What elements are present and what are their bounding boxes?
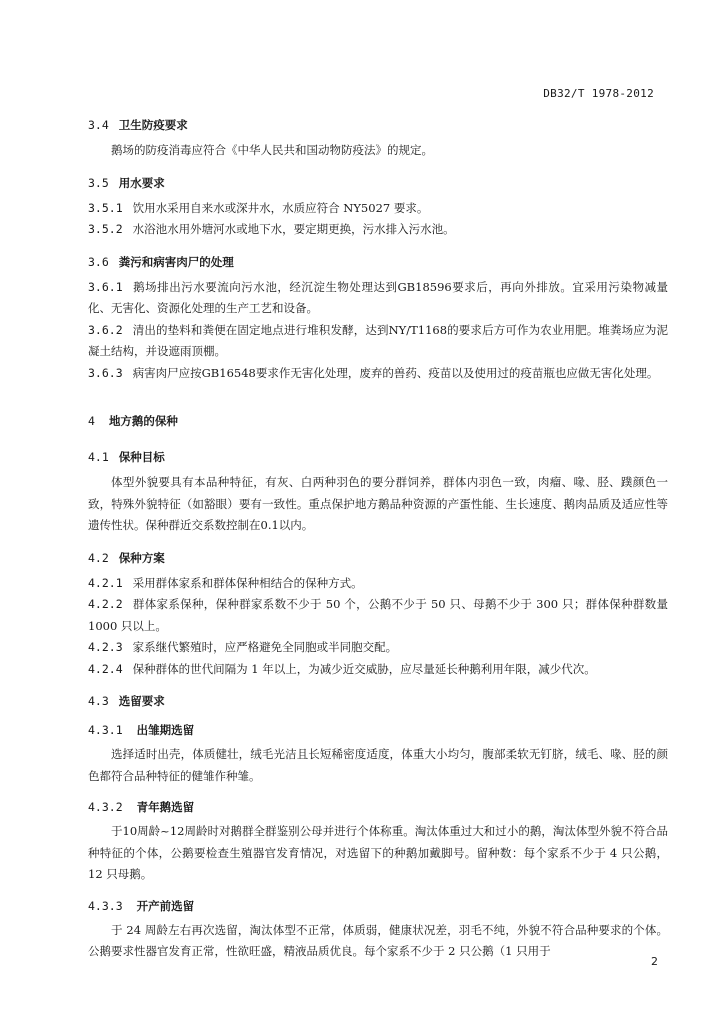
clause-4-2-1 — [88, 573, 668, 595]
section-4-2-heading — [88, 543, 668, 573]
section-3-4-heading — [88, 110, 668, 140]
section-3-5-heading — [88, 168, 668, 198]
clause-text: 群体家系保种，保种群家系数不少于 50 个，公鹅不少于 50 只、母鹅不少于 300 只；群体保种群数量 1000 只以上。 — [88, 597, 668, 633]
clause-number: 3.5.2 — [88, 222, 123, 236]
section-title: 青年鹅选留 — [136, 800, 195, 814]
section-title: 粪污和病害肉尸的处理 — [118, 254, 234, 269]
section-number: 3.5 — [88, 175, 109, 190]
section-title: 保种方案 — [118, 550, 165, 565]
clause-text: 家系继代繁殖时，应严格避免全同胞或半同胞交配。 — [132, 640, 398, 654]
clause-number: 3.5.1 — [88, 200, 123, 215]
section-number: 4.2 — [88, 550, 109, 565]
clause-3-6-2 — [88, 320, 668, 363]
paragraph: 体型外貌要具有本品种特征，有灰、白两种羽色的要分群饲养，群体内羽色一致，肉瘤、喙、胫、蹼颜色一致，特殊外貌特征（如豁眼）要有一致性。重点保护地方鹅品种资源的产蛋性能、生长速度、鹅肉品质及适应性等遗传性状。保种群近交系数控制在0.1以内。 — [88, 475, 668, 532]
clause-text: 清出的垫料和粪便在固定地点进行堆积发酵，达到NY/T1168的要求后方可作为农业用肥。堆粪场应为泥凝土结构，并设遮雨顶棚。 — [88, 322, 668, 358]
section-number: 3.4 — [88, 118, 109, 132]
section-title: 出雏期选留 — [136, 723, 195, 737]
section-4-3-2-heading — [88, 793, 668, 821]
clause-3-6-1 — [88, 277, 668, 320]
section-title: 选留要求 — [118, 694, 165, 708]
standard-code: DB32/T 1978-2012 — [543, 87, 654, 100]
clause-3-5-1 — [88, 198, 668, 220]
clause-3-6-3 — [88, 363, 668, 385]
section-4-1-heading — [88, 442, 668, 472]
section-number: 4.1 — [88, 450, 109, 464]
section-number: 4.3.1 — [88, 723, 123, 737]
section-3-6-heading — [88, 247, 668, 277]
paragraph: 鹅场的防疫消毒应符合《中华人民共和国动物防疫法》的规定。 — [111, 143, 433, 157]
paragraph: 于 24 周龄左右再次选留，淘汰体型不正常，体质弱，健康状况差，羽毛不纯，外貌不符合品种要求的个体。公鹅要求性器官发育正常，性欲旺盛，精液品质优良。每个家系不少于 2 只公鹅（1 只用于 — [88, 922, 668, 958]
clause-number: 4.2.3 — [88, 640, 123, 654]
section-number: 3.6 — [88, 254, 109, 269]
section-number: 4.3 — [88, 694, 109, 708]
chapter-4-heading — [88, 406, 668, 436]
document-body — [88, 110, 668, 963]
section-number: 4.3.2 — [88, 800, 123, 814]
clause-text: 鹅场排出污水要流向污水池，经沉淀生物处理达到GB18596要求后，再向外排放。宜采用污染物减量化、无害化、资源化处理的生产工艺和设备。 — [88, 279, 668, 315]
clause-text: 保种群体的世代间隔为 1 年以上，为减少近交威胁，应尽量延长种鹅利用年限，减少代次。 — [132, 661, 596, 676]
clause-number: 4.2.2 — [88, 597, 123, 611]
section-4-3-1-heading — [88, 716, 668, 744]
clause-text: 饮用水采用自来水或深井水，水质应符合 NY5027 要求。 — [132, 200, 429, 215]
page-number: 2 — [651, 955, 658, 968]
section-4-3-3-heading — [88, 892, 668, 920]
chapter-number: 4 — [88, 414, 95, 428]
section-number: 4.3.3 — [88, 898, 123, 913]
section-title: 保种目标 — [118, 450, 165, 464]
clause-4-2-4 — [88, 659, 668, 681]
section-4-3-heading — [88, 686, 668, 716]
section-title: 用水要求 — [118, 175, 165, 190]
clause-4-2-2 — [88, 594, 668, 637]
clause-number: 3.6.1 — [88, 279, 123, 294]
clause-text: 病害肉尸应按GB16548要求作无害化处理，废弃的兽药、疫苗以及使用过的疫苗瓶也应做无害化处理。 — [132, 365, 659, 380]
paragraph: 于10周龄~12周龄时对鹅群全群鉴别公母并进行个体称重。淘汰体重过大和过小的鹅，淘汰体型外貌不符合品种特征的个体，公鹅要检查生殖器官发育情况，对选留下的种鹅加戴脚号。留种数：每个家系不少于 4 只公鹅，12 只母鹅。 — [88, 824, 668, 881]
section-title: 卫生防疫要求 — [118, 118, 188, 132]
paragraph: 选择适时出壳，体质健壮，绒毛光洁且长短稀密度适度，体重大小均匀，腹部柔软无钉脐，绒毛、喙、胫的颜色都符合品种特征的健雏作种雏。 — [88, 747, 668, 783]
clause-number: 3.6.3 — [88, 365, 123, 380]
clause-4-2-3 — [88, 637, 668, 659]
clause-number: 4.2.1 — [88, 575, 123, 590]
clause-number: 3.6.2 — [88, 322, 123, 337]
clause-text: 水浴池水用外塘河水或地下水，要定期更换，污水排入污水池。 — [132, 222, 455, 236]
section-title: 开产前选留 — [136, 898, 195, 913]
chapter-title: 地方鹅的保种 — [108, 414, 178, 428]
clause-number: 4.2.4 — [88, 661, 123, 676]
clause-text: 采用群体家系和群体保种相结合的保种方式。 — [132, 575, 363, 590]
clause-3-5-2 — [88, 219, 668, 241]
